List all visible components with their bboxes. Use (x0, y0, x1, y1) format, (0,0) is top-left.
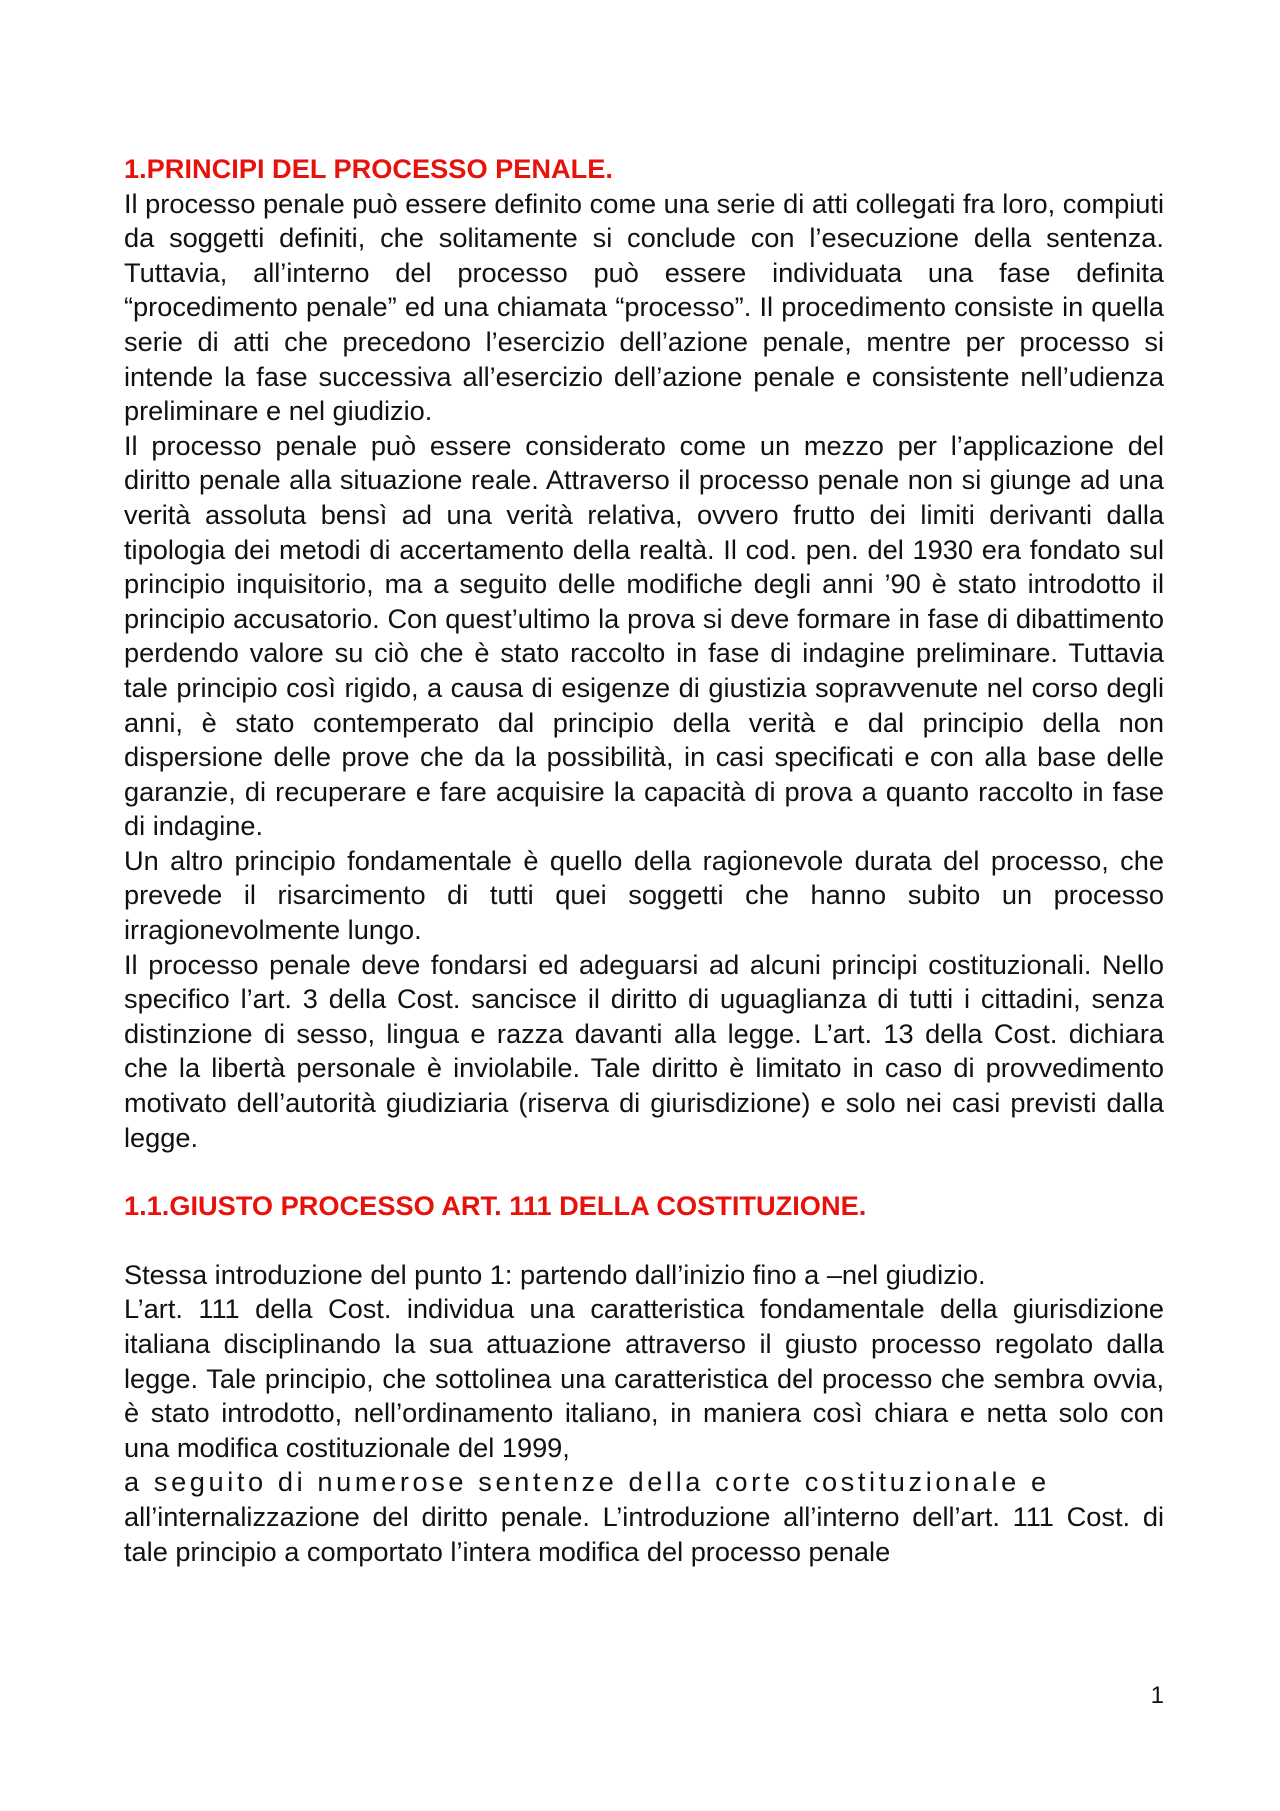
section-2-intro: Stessa introduzione del punto 1: partendo dall’inizio fino a –nel giudizio. (124, 1258, 986, 1290)
section-1-paragraph-1: Il processo penale può essere definito come una serie di atti collegati fra loro, compiuti da soggetti definiti, che solitamente si conclude con l’esecuzione della sentenza. Tuttavia, all’interno del processo può essere individuata una fase definita “procedimento penale” ed una chiamata “processo”. Il procedimento consiste in quella serie di atti che precedono l’esercizio dell’azione penale, mentre per processo si intende la fase successiva all’esercizio dell’azione penale e consistente nell’udienza preliminare e nel giudizio. (124, 187, 1164, 427)
section-1-title: 1.PRINCIPI DEL PROCESSO PENALE. (124, 153, 613, 184)
section-gap (124, 1224, 1164, 1258)
document-body (124, 152, 1164, 1569)
section-1-paragraph-2: Il processo penale può essere considerato come un mezzo per l’applicazione del diritto penale alla situazione reale. Attraverso il processo penale non si giunge ad una verità assoluta bensì ad una verità relativa, ovvero frutto dei limiti derivanti dalla tipologia dei metodi di accertamento della realtà. Il cod. pen. del 1930 era fondato sul principio inquisitorio, ma a seguito delle modifiche degli anni ’90 è stato introdotto il principio accusatorio. Con quest’ultimo la prova si deve formare in fase di dibattimento perdendo valore su ciò che è stato raccolto in fase di indagine preliminare. Tuttavia tale principio così rigido, a causa di esigenze di giustizia sopravvenute nel corso degli anni, è stato contemperato dal principio della verità e dal principio della non dispersione delle prove che da la possibilità, in casi specificati e con alla base delle garanzie, di recuperare e fare acquisire la capacità di prova a quanto raccolto in fase di indagine. (124, 429, 1164, 842)
section-2-title: 1.1.GIUSTO PROCESSO ART. 111 DELLA COSTITUZIONE. (124, 1190, 867, 1222)
page-number: 1 (1150, 1682, 1164, 1709)
section-1-paragraph-3: Un altro principio fondamentale è quello della ragionevole durata del processo, che prevede il risarcimento di tutti quei soggetti che hanno subito un processo irragionevolmente lungo. (124, 844, 1164, 946)
section-2-paragraph-b: a seguito di numerose sentenze della corte costituzionale e (124, 1466, 1050, 1498)
section-1-paragraph-4: Il processo penale deve fondarsi ed adeguarsi ad alcuni principi costituzionali. Nello specifico l’art. 3 della Cost. sancisce il diritto di uguaglianza di tutti i cittadini, senza distinzione di sesso, lingua e razza davanti alla legge. L’art. 13 della Cost. dichiara che la libertà personale è inviolabile. Tale diritto è limitato in caso di provvedimento motivato dell’autorità giudiziaria (riserva di giurisdizione) e solo nei casi previsti dalla legge. (124, 948, 1164, 1153)
section-2-paragraph-c: all’internalizzazione del diritto penale. L’introduzione all’interno dell’art. 111 Cost. di tale principio a comportato l’intera modifica del processo penale (124, 1500, 1164, 1567)
section-2-paragraph-a: L’art. 111 della Cost. individua una caratteristica fondamentale della giurisdizione italiana disciplinando la sua attuazione attraverso il giusto processo regolato dalla legge. Tale principio, che sottolinea una caratteristica del processo che sembra ovvia, è stato introdotto, nell’ordinamento italiano, in maniera così chiara e netta solo con una modifica costituzionale del 1999, (124, 1293, 1164, 1463)
